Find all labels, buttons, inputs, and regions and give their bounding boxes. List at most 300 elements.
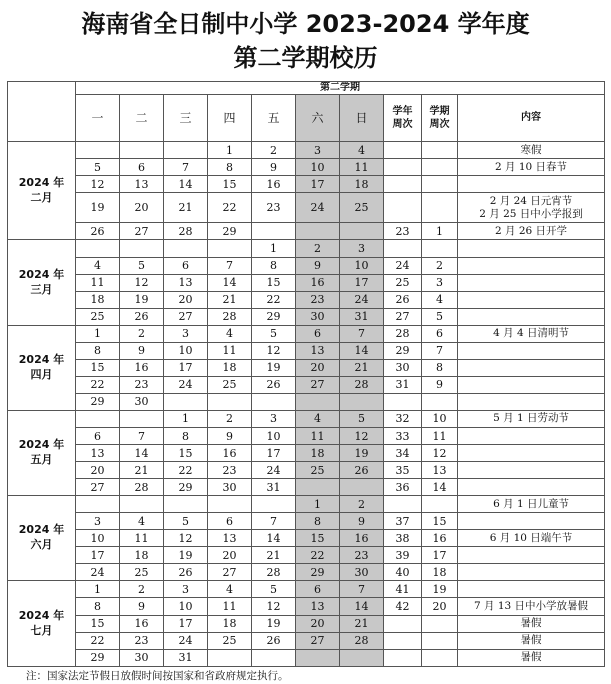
week-row <box>8 240 605 257</box>
day-cell: 9 <box>120 342 164 359</box>
day-cell <box>340 223 384 240</box>
school-week-cell: 39 <box>384 547 422 564</box>
semester-week-cell: 11 <box>422 427 458 444</box>
semester-week-cell: 16 <box>422 530 458 547</box>
day-cell: 20 <box>208 547 252 564</box>
semester-week-cell <box>422 240 458 257</box>
week-row <box>8 159 605 176</box>
day-cell: 27 <box>208 564 252 581</box>
day-cell <box>296 649 340 666</box>
day-cell: 13 <box>76 445 120 462</box>
weekday-header: 二 <box>120 95 164 142</box>
day-cell: 10 <box>296 159 340 176</box>
day-cell <box>252 393 296 410</box>
day-cell: 26 <box>252 376 296 393</box>
day-cell: 14 <box>340 342 384 359</box>
day-cell: 8 <box>252 257 296 274</box>
semester-week-header: 学期 周次 <box>422 95 458 142</box>
content-cell <box>458 240 605 257</box>
semester-week-cell <box>422 393 458 410</box>
school-week-cell: 24 <box>384 257 422 274</box>
school-week-cell: 37 <box>384 513 422 530</box>
school-week-cell: 41 <box>384 581 422 598</box>
day-cell: 17 <box>164 615 208 632</box>
content-cell: 暑假 <box>458 632 605 649</box>
content-cell <box>458 479 605 496</box>
day-cell: 14 <box>208 274 252 291</box>
school-week-cell: 23 <box>384 223 422 240</box>
day-cell: 3 <box>296 142 340 159</box>
day-cell: 27 <box>120 223 164 240</box>
week-row <box>8 176 605 193</box>
day-cell: 17 <box>76 547 120 564</box>
day-cell: 6 <box>164 257 208 274</box>
week-row <box>8 410 605 427</box>
day-cell: 29 <box>76 649 120 666</box>
semester-week-cell <box>422 632 458 649</box>
semester-week-cell: 2 <box>422 257 458 274</box>
day-cell: 1 <box>164 410 208 427</box>
day-cell: 27 <box>296 376 340 393</box>
day-cell: 20 <box>164 291 208 308</box>
day-cell: 11 <box>208 598 252 615</box>
day-cell <box>208 240 252 257</box>
day-cell: 3 <box>76 513 120 530</box>
semester-week-cell: 9 <box>422 376 458 393</box>
day-cell: 15 <box>208 176 252 193</box>
day-cell <box>76 496 120 513</box>
weekday-header: 日 <box>340 95 384 142</box>
content-cell <box>458 445 605 462</box>
day-cell <box>120 240 164 257</box>
day-cell: 18 <box>340 176 384 193</box>
header-corner <box>8 82 76 142</box>
day-cell: 6 <box>120 159 164 176</box>
header-row-semester <box>8 82 605 95</box>
school-week-cell: 28 <box>384 325 422 342</box>
day-cell: 24 <box>252 462 296 479</box>
semester-week-cell: 3 <box>422 274 458 291</box>
content-cell <box>458 581 605 598</box>
day-cell: 18 <box>120 547 164 564</box>
day-cell: 15 <box>252 274 296 291</box>
day-cell: 28 <box>164 223 208 240</box>
day-cell: 25 <box>296 462 340 479</box>
day-cell: 24 <box>164 376 208 393</box>
weekday-header: 四 <box>208 95 252 142</box>
week-row <box>8 649 605 666</box>
content-cell: 2 月 24 日元宵节 2 月 25 日中小学报到 <box>458 193 605 223</box>
day-cell: 4 <box>76 257 120 274</box>
semester-week-cell: 18 <box>422 564 458 581</box>
day-cell: 20 <box>120 193 164 223</box>
semester-week-cell: 15 <box>422 513 458 530</box>
day-cell: 11 <box>296 427 340 444</box>
day-cell: 11 <box>340 159 384 176</box>
day-cell: 7 <box>340 325 384 342</box>
content-cell <box>458 257 605 274</box>
day-cell: 17 <box>296 176 340 193</box>
day-cell: 2 <box>252 142 296 159</box>
month-label: 2024 年 七月 <box>8 581 76 667</box>
content-cell: 暑假 <box>458 615 605 632</box>
day-cell: 8 <box>296 513 340 530</box>
day-cell: 9 <box>340 513 384 530</box>
content-cell <box>458 291 605 308</box>
content-cell <box>458 564 605 581</box>
day-cell <box>296 223 340 240</box>
month-label: 2024 年 六月 <box>8 496 76 581</box>
day-cell <box>76 142 120 159</box>
day-cell: 28 <box>252 564 296 581</box>
day-cell: 8 <box>76 342 120 359</box>
day-cell: 5 <box>164 513 208 530</box>
day-cell: 10 <box>340 257 384 274</box>
content-cell <box>458 342 605 359</box>
day-cell: 1 <box>252 240 296 257</box>
content-cell: 6 月 1 日儿童节 <box>458 496 605 513</box>
day-cell: 11 <box>208 342 252 359</box>
day-cell: 4 <box>208 581 252 598</box>
day-cell: 16 <box>296 274 340 291</box>
school-week-cell <box>384 142 422 159</box>
day-cell: 13 <box>120 176 164 193</box>
day-cell: 15 <box>296 530 340 547</box>
week-row <box>8 376 605 393</box>
day-cell: 24 <box>340 291 384 308</box>
day-cell <box>340 393 384 410</box>
day-cell: 23 <box>120 632 164 649</box>
school-week-cell: 32 <box>384 410 422 427</box>
school-week-cell <box>384 649 422 666</box>
week-row <box>8 479 605 496</box>
semester-week-cell: 4 <box>422 291 458 308</box>
day-cell <box>164 142 208 159</box>
school-week-cell: 30 <box>384 359 422 376</box>
week-row <box>8 598 605 615</box>
school-week-cell <box>384 632 422 649</box>
month-label: 2024 年 五月 <box>8 410 76 495</box>
day-cell: 3 <box>164 325 208 342</box>
day-cell: 23 <box>296 291 340 308</box>
day-cell: 30 <box>208 479 252 496</box>
weekday-header: 六 <box>296 95 340 142</box>
week-row <box>8 359 605 376</box>
day-cell: 21 <box>164 193 208 223</box>
day-cell: 9 <box>252 159 296 176</box>
day-cell: 3 <box>340 240 384 257</box>
day-cell: 8 <box>164 427 208 444</box>
day-cell: 5 <box>340 410 384 427</box>
semester-week-cell: 12 <box>422 445 458 462</box>
school-week-header: 学年 周次 <box>384 95 422 142</box>
day-cell: 2 <box>296 240 340 257</box>
day-cell: 17 <box>252 445 296 462</box>
school-week-cell <box>384 159 422 176</box>
school-week-cell: 27 <box>384 308 422 325</box>
footnote: 注：国家法定节假日放假时间按国家和省政府规定执行。 <box>26 670 289 682</box>
day-cell: 26 <box>76 223 120 240</box>
day-cell: 2 <box>208 410 252 427</box>
day-cell: 26 <box>252 632 296 649</box>
day-cell: 14 <box>340 598 384 615</box>
day-cell: 26 <box>340 462 384 479</box>
semester-week-cell <box>422 615 458 632</box>
semester-week-cell: 6 <box>422 325 458 342</box>
week-row <box>8 530 605 547</box>
day-cell: 5 <box>120 257 164 274</box>
day-cell: 24 <box>76 564 120 581</box>
day-cell: 19 <box>76 193 120 223</box>
day-cell <box>164 240 208 257</box>
day-cell: 20 <box>76 462 120 479</box>
month-label: 2024 年 二月 <box>8 142 76 240</box>
day-cell <box>164 496 208 513</box>
day-cell: 21 <box>340 359 384 376</box>
day-cell: 4 <box>340 142 384 159</box>
semester-week-cell: 5 <box>422 308 458 325</box>
day-cell: 10 <box>164 342 208 359</box>
day-cell: 6 <box>296 581 340 598</box>
day-cell <box>340 479 384 496</box>
day-cell: 6 <box>296 325 340 342</box>
week-row <box>8 581 605 598</box>
content-cell <box>458 462 605 479</box>
day-cell: 19 <box>164 547 208 564</box>
content-cell <box>458 376 605 393</box>
day-cell: 27 <box>164 308 208 325</box>
week-row <box>8 393 605 410</box>
semester-week-cell: 13 <box>422 462 458 479</box>
day-cell: 21 <box>252 547 296 564</box>
content-cell <box>458 359 605 376</box>
day-cell: 1 <box>76 325 120 342</box>
school-week-cell: 26 <box>384 291 422 308</box>
school-week-cell <box>384 393 422 410</box>
day-cell: 2 <box>120 581 164 598</box>
day-cell: 13 <box>164 274 208 291</box>
content-cell <box>458 308 605 325</box>
day-cell <box>208 649 252 666</box>
day-cell: 25 <box>340 193 384 223</box>
day-cell: 12 <box>120 274 164 291</box>
day-cell: 24 <box>164 632 208 649</box>
day-cell: 20 <box>296 615 340 632</box>
content-cell <box>458 393 605 410</box>
day-cell: 1 <box>76 581 120 598</box>
school-week-cell: 36 <box>384 479 422 496</box>
day-cell: 12 <box>252 598 296 615</box>
header-row-columns <box>8 95 605 142</box>
week-row <box>8 308 605 325</box>
day-cell: 30 <box>120 393 164 410</box>
day-cell: 18 <box>296 445 340 462</box>
content-cell: 4 月 4 日清明节 <box>458 325 605 342</box>
day-cell: 17 <box>340 274 384 291</box>
content-cell <box>458 513 605 530</box>
school-week-cell: 34 <box>384 445 422 462</box>
weekday-header: 三 <box>164 95 208 142</box>
day-cell: 16 <box>340 530 384 547</box>
school-calendar-table <box>7 81 605 667</box>
day-cell: 19 <box>120 291 164 308</box>
day-cell: 14 <box>252 530 296 547</box>
semester-week-cell <box>422 142 458 159</box>
day-cell: 21 <box>120 462 164 479</box>
semester-week-cell: 14 <box>422 479 458 496</box>
day-cell: 5 <box>76 159 120 176</box>
semester-week-cell: 7 <box>422 342 458 359</box>
week-row <box>8 564 605 581</box>
day-cell: 18 <box>208 359 252 376</box>
day-cell: 28 <box>340 632 384 649</box>
day-cell: 22 <box>208 193 252 223</box>
week-row <box>8 513 605 530</box>
day-cell: 12 <box>76 176 120 193</box>
content-cell: 2 月 26 日开学 <box>458 223 605 240</box>
day-cell <box>296 393 340 410</box>
week-row <box>8 632 605 649</box>
day-cell <box>76 240 120 257</box>
semester-week-cell: 1 <box>422 223 458 240</box>
day-cell: 13 <box>208 530 252 547</box>
day-cell: 18 <box>208 615 252 632</box>
day-cell: 3 <box>164 581 208 598</box>
day-cell: 2 <box>340 496 384 513</box>
semester-week-cell: 17 <box>422 547 458 564</box>
school-week-cell: 40 <box>384 564 422 581</box>
content-header: 内容 <box>458 95 605 142</box>
day-cell: 22 <box>296 547 340 564</box>
day-cell: 11 <box>120 530 164 547</box>
day-cell: 22 <box>252 291 296 308</box>
day-cell: 24 <box>296 193 340 223</box>
day-cell: 12 <box>340 427 384 444</box>
day-cell: 7 <box>120 427 164 444</box>
weekday-header: 一 <box>76 95 120 142</box>
day-cell: 12 <box>164 530 208 547</box>
day-cell: 10 <box>164 598 208 615</box>
day-cell: 23 <box>252 193 296 223</box>
day-cell <box>76 410 120 427</box>
semester-week-cell <box>422 496 458 513</box>
day-cell: 20 <box>296 359 340 376</box>
day-cell: 16 <box>252 176 296 193</box>
content-cell: 6 月 10 日端午节 <box>458 530 605 547</box>
day-cell: 14 <box>120 445 164 462</box>
day-cell: 25 <box>76 308 120 325</box>
day-cell: 26 <box>120 308 164 325</box>
day-cell: 22 <box>76 632 120 649</box>
content-cell: 暑假 <box>458 649 605 666</box>
day-cell: 16 <box>120 359 164 376</box>
day-cell <box>208 393 252 410</box>
week-row <box>8 547 605 564</box>
day-cell: 29 <box>164 479 208 496</box>
day-cell: 7 <box>164 159 208 176</box>
semester-week-cell <box>422 649 458 666</box>
day-cell: 7 <box>252 513 296 530</box>
day-cell <box>120 410 164 427</box>
school-week-cell: 42 <box>384 598 422 615</box>
day-cell: 3 <box>252 410 296 427</box>
day-cell: 27 <box>76 479 120 496</box>
school-week-cell: 29 <box>384 342 422 359</box>
school-week-cell <box>384 193 422 223</box>
content-cell: 2 月 10 日春节 <box>458 159 605 176</box>
day-cell: 18 <box>76 291 120 308</box>
day-cell: 23 <box>340 547 384 564</box>
day-cell: 13 <box>296 342 340 359</box>
content-cell: 寒假 <box>458 142 605 159</box>
school-week-cell <box>384 496 422 513</box>
week-row <box>8 427 605 444</box>
day-cell: 9 <box>296 257 340 274</box>
day-cell <box>252 223 296 240</box>
day-cell: 15 <box>76 615 120 632</box>
day-cell: 28 <box>208 308 252 325</box>
school-week-cell: 31 <box>384 376 422 393</box>
day-cell: 21 <box>208 291 252 308</box>
day-cell: 11 <box>76 274 120 291</box>
day-cell: 31 <box>252 479 296 496</box>
content-cell: 5 月 1 日劳动节 <box>458 410 605 427</box>
day-cell: 5 <box>252 581 296 598</box>
day-cell: 23 <box>208 462 252 479</box>
week-row <box>8 462 605 479</box>
week-row <box>8 142 605 159</box>
content-cell: 7 月 13 日中小学放暑假 <box>458 598 605 615</box>
day-cell: 10 <box>76 530 120 547</box>
day-cell <box>252 649 296 666</box>
school-week-cell: 25 <box>384 274 422 291</box>
school-week-cell <box>384 615 422 632</box>
day-cell: 14 <box>164 176 208 193</box>
day-cell: 25 <box>208 632 252 649</box>
day-cell <box>164 393 208 410</box>
week-row <box>8 223 605 240</box>
month-label: 2024 年 四月 <box>8 325 76 410</box>
day-cell: 1 <box>208 142 252 159</box>
day-cell: 29 <box>252 308 296 325</box>
day-cell <box>296 479 340 496</box>
day-cell: 25 <box>120 564 164 581</box>
semester-week-cell: 20 <box>422 598 458 615</box>
day-cell <box>208 496 252 513</box>
school-week-cell <box>384 176 422 193</box>
school-week-cell: 33 <box>384 427 422 444</box>
day-cell: 31 <box>340 308 384 325</box>
day-cell <box>120 496 164 513</box>
day-cell: 6 <box>208 513 252 530</box>
day-cell <box>340 649 384 666</box>
title-line-2: 第二学期校历 <box>233 44 378 72</box>
day-cell: 8 <box>208 159 252 176</box>
day-cell: 1 <box>296 496 340 513</box>
day-cell: 16 <box>208 445 252 462</box>
day-cell: 28 <box>120 479 164 496</box>
day-cell: 29 <box>208 223 252 240</box>
day-cell: 22 <box>76 376 120 393</box>
day-cell: 6 <box>76 427 120 444</box>
day-cell: 23 <box>120 376 164 393</box>
semester-week-cell: 19 <box>422 581 458 598</box>
day-cell: 9 <box>208 427 252 444</box>
day-cell: 15 <box>76 359 120 376</box>
week-row <box>8 274 605 291</box>
week-row <box>8 496 605 513</box>
day-cell: 4 <box>208 325 252 342</box>
